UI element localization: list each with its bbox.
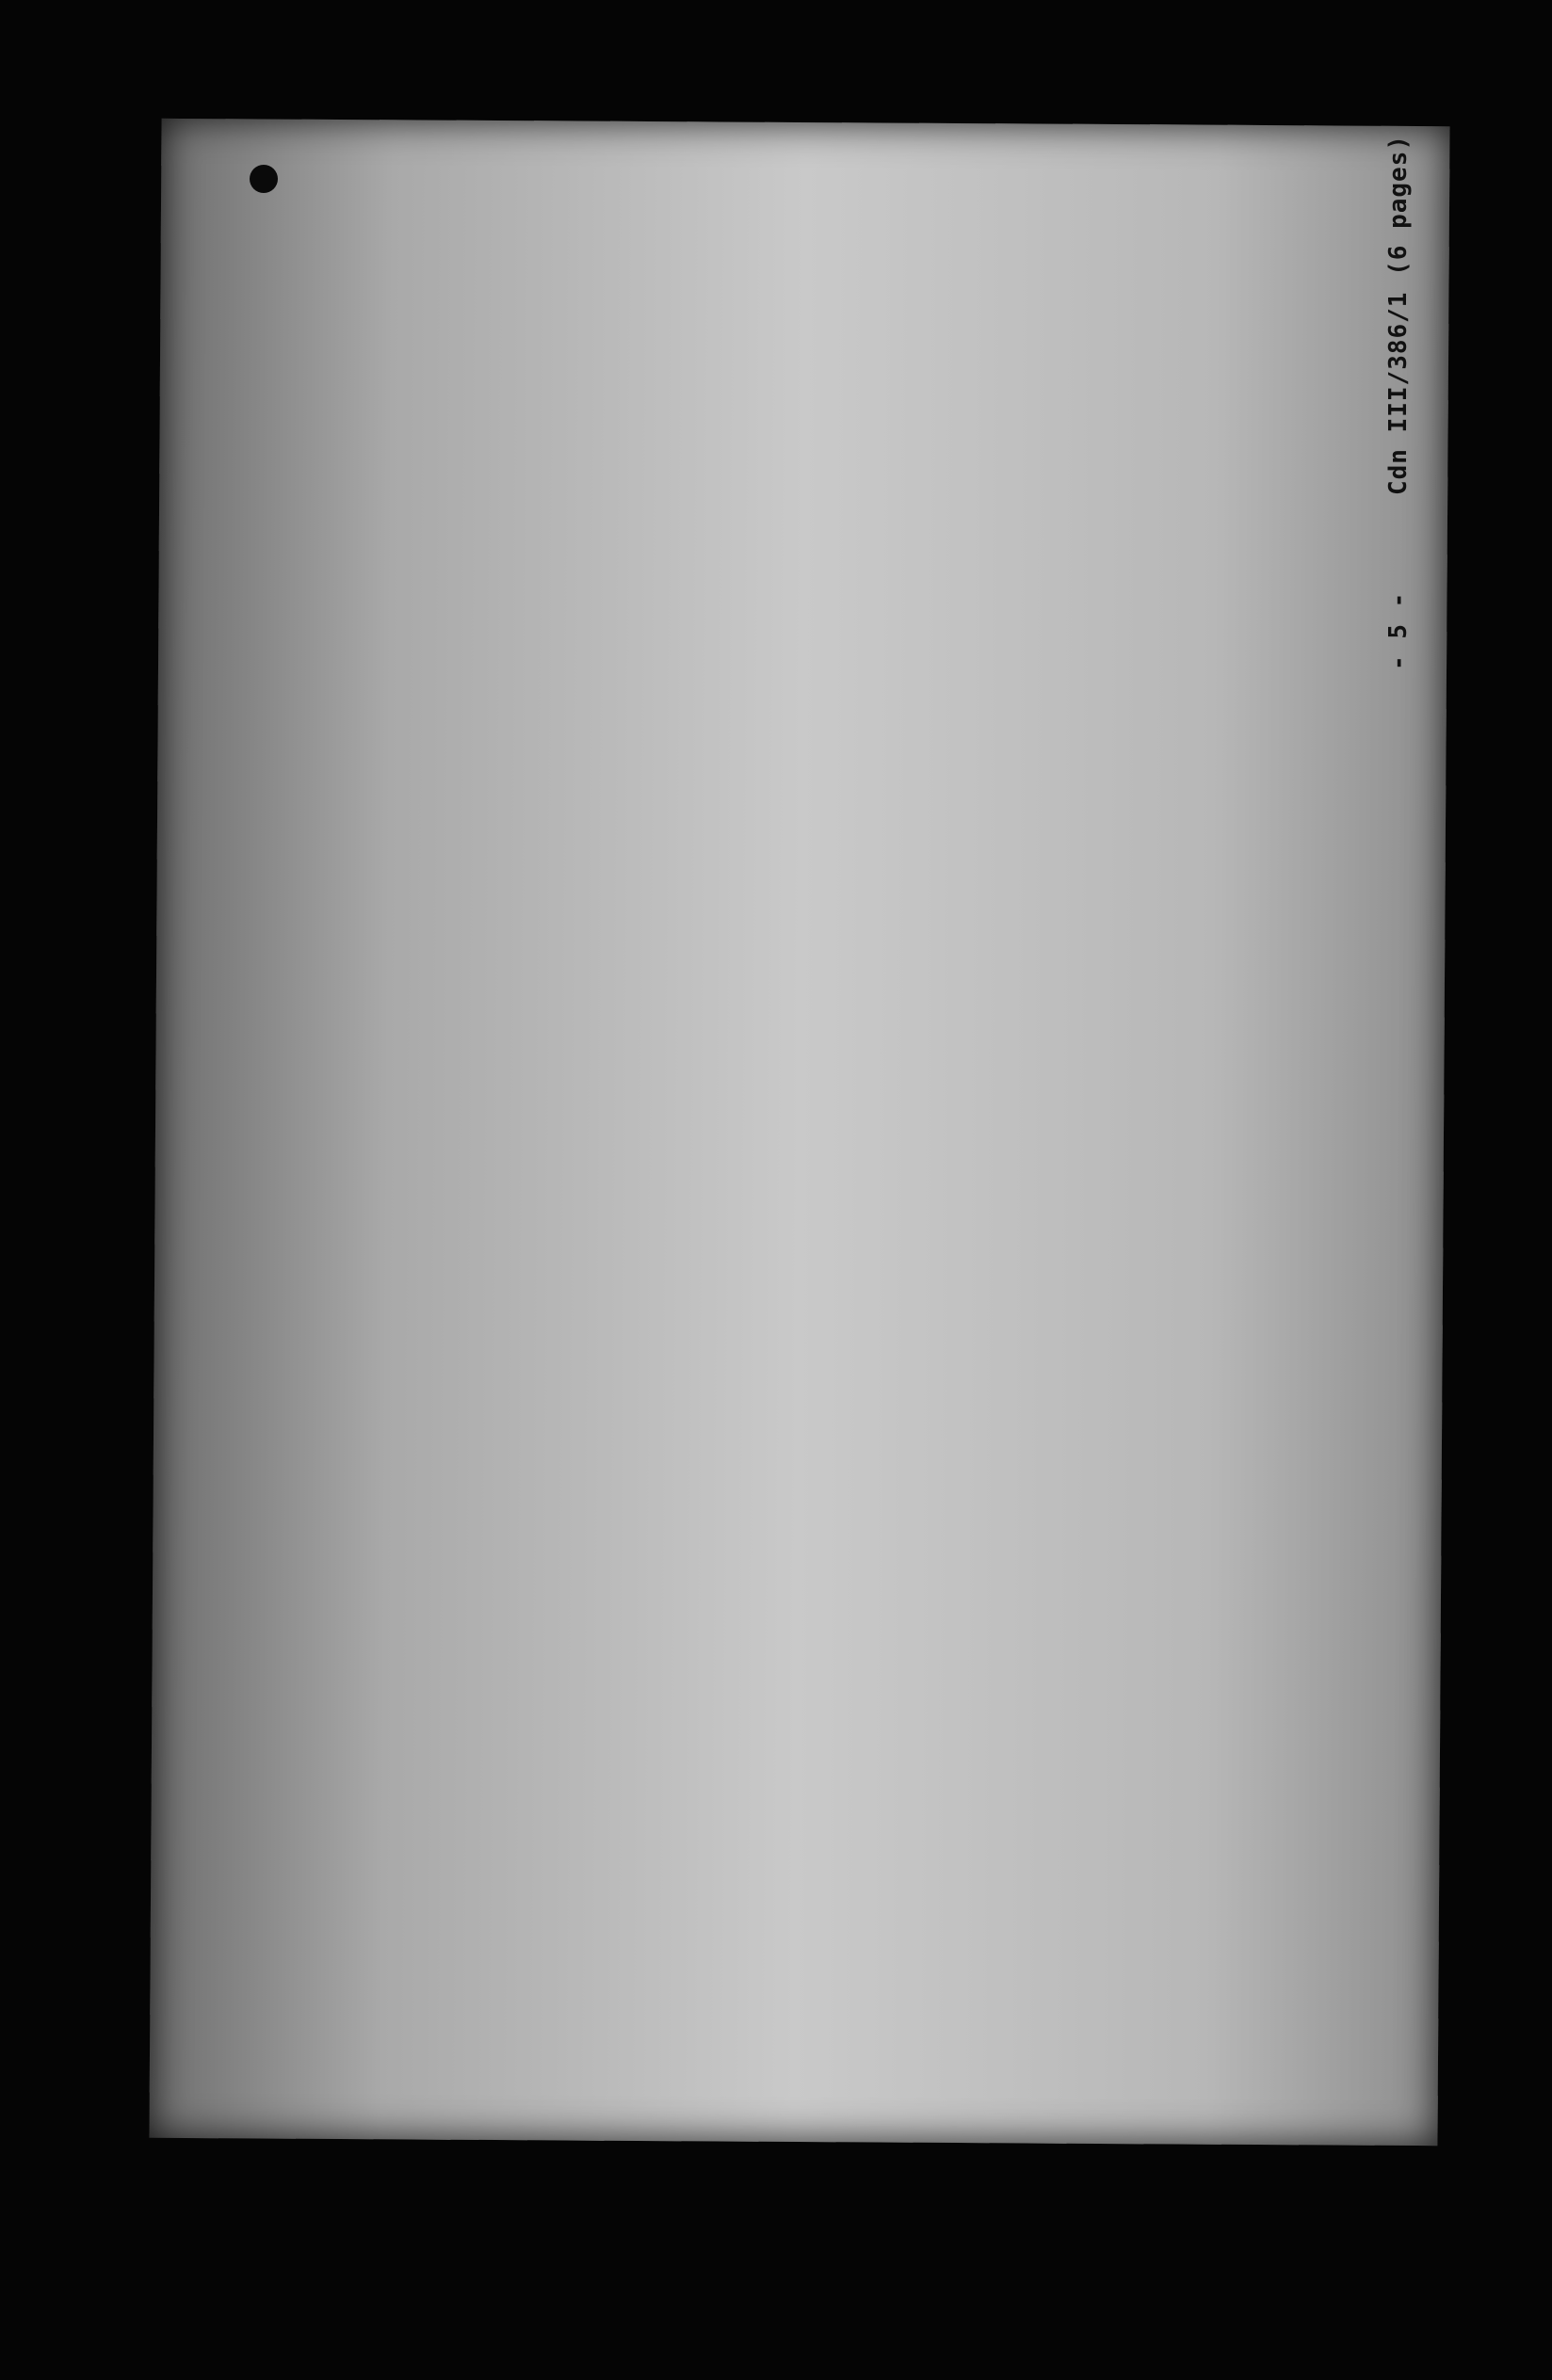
- document-reference: Cdn III/386/1 (6 pages): [1384, 135, 1413, 496]
- punch-hole: [250, 165, 278, 193]
- rotated-document: [1384, 135, 1552, 2088]
- document-sheet: [149, 119, 1449, 2146]
- page-header: [1384, 135, 1413, 670]
- page-number: - 5 -: [1384, 591, 1413, 670]
